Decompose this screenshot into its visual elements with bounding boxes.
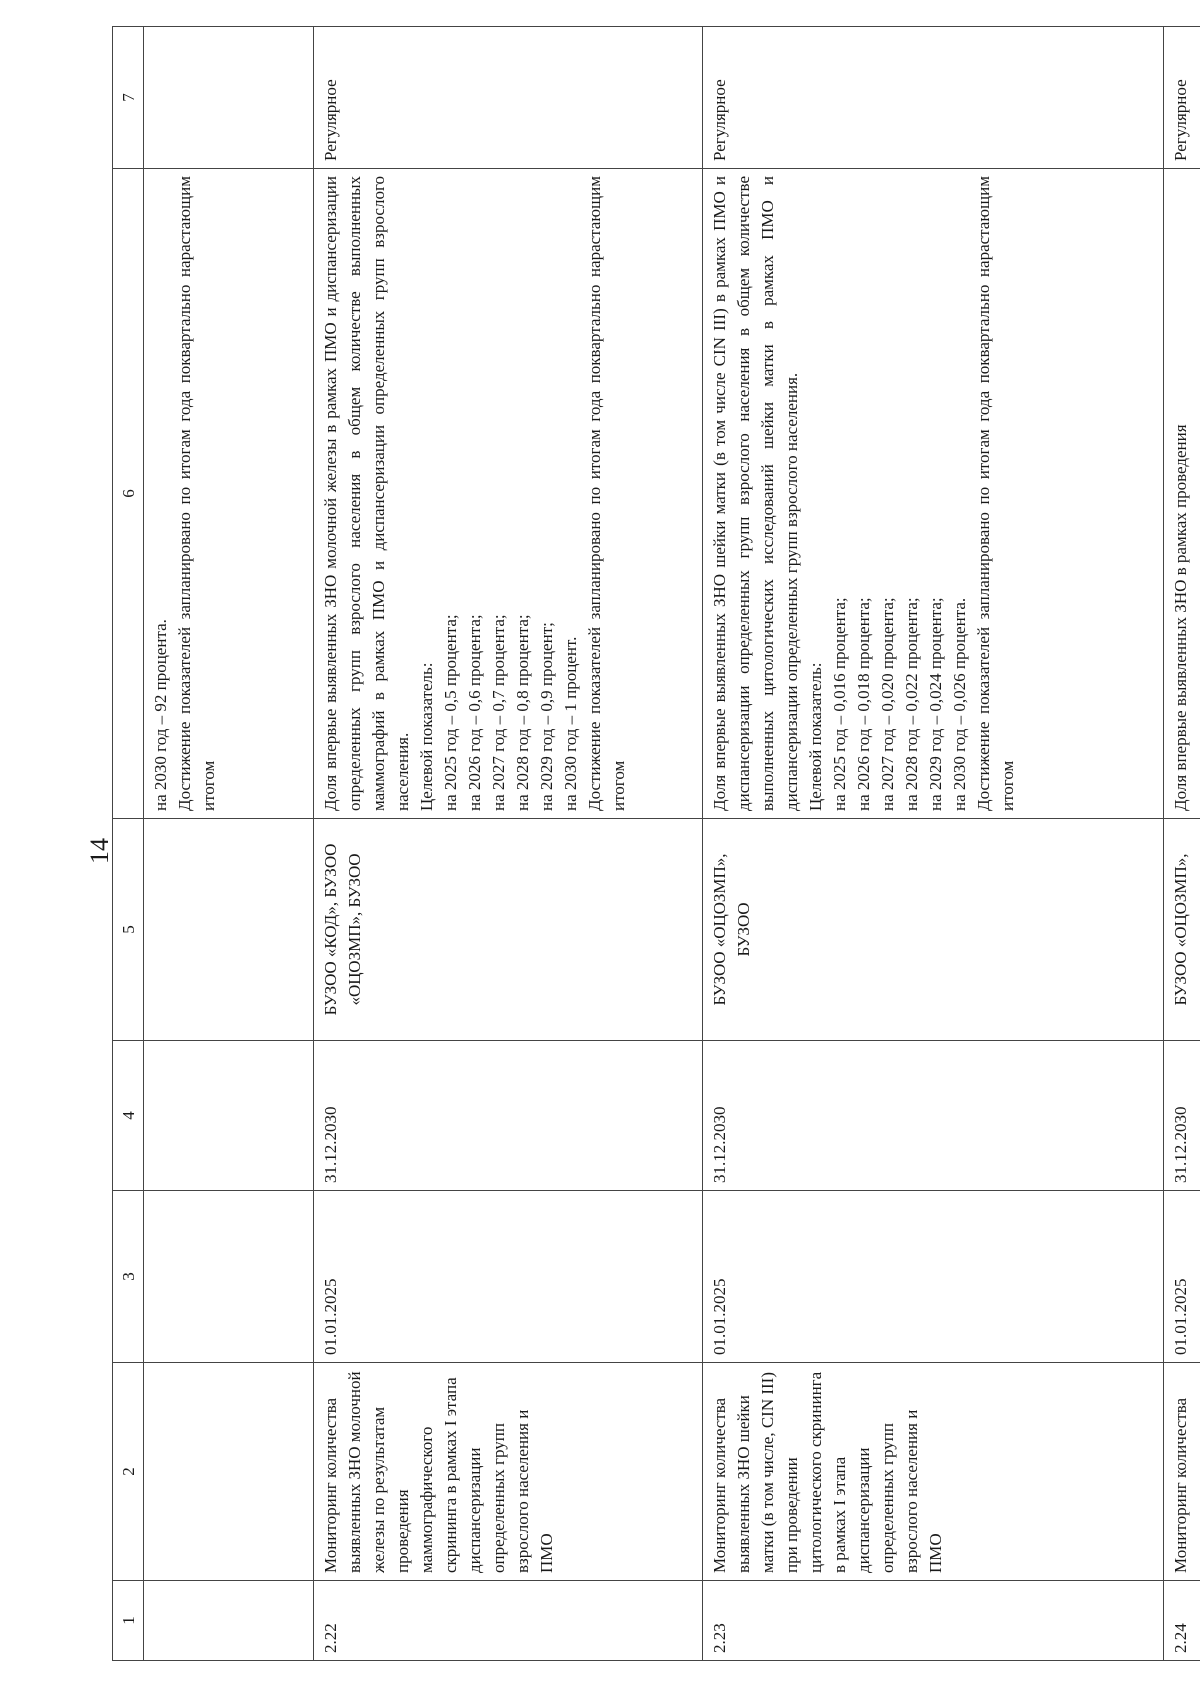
result-line: Доля впервые выявленных ЗНО шейки матки (в том числе CIN III) в рамках ПМО и диспансеризации определенных групп взрослого населения в общем количестве выполненных цитологических исследований шейки матки в рамках ПМО и диспансеризации определенных групп взрослого населения.	[710, 176, 802, 811]
result-cell	[1164, 169, 1200, 819]
end-date-cell: 31.12.2030	[703, 1041, 1164, 1191]
column-header-1: 1	[113, 1581, 144, 1661]
result-line: на 2028 год – 0,8 процента;	[512, 614, 532, 811]
column-header-6: 6	[113, 169, 144, 819]
row-number-cell: 2.24	[1164, 1581, 1200, 1661]
column-header-2: 2	[113, 1363, 144, 1581]
result-line: Достижение показателей запланировано по итогам года поквартально нарастающим итогом	[584, 176, 628, 811]
start-date-cell: 01.01.2025	[313, 1191, 703, 1363]
measure-name-cell: Мониторинг количества выявленных ЗНО молочной железы по результатам проведения маммографического скрининга в рамках I этапа диспансеризации определенных групп взрослого населения и ПМО	[313, 1363, 703, 1581]
row-number-cell: 2.22	[313, 1581, 703, 1661]
measures-table	[112, 26, 1200, 1661]
executor-cell: БУЗОО «ОЦОЗМП»,	[1164, 819, 1200, 1041]
column-number-row	[113, 27, 144, 1661]
type-cell: Регулярное	[313, 27, 703, 169]
column-header-4: 4	[113, 1041, 144, 1191]
page-number: 14	[85, 838, 114, 864]
executor-cell	[144, 819, 314, 1041]
measure-name-cell: Мониторинг количества выявленных ЗНО шейки матки (в том числе, CIN III) при проведении цитологического скрининга в рамках I этапа диспансеризации определенных групп взрослого населения и ПМО	[703, 1363, 1164, 1581]
result-line: на 2026 год – 0,6 процента;	[464, 614, 484, 811]
result-line: на 2025 год – 0,016 процента;	[830, 597, 850, 811]
result-line: на 2030 год – 92 процента.	[151, 619, 170, 811]
result-line: Доля впервые выявленных ЗНО в рамках проведения	[1171, 424, 1191, 811]
result-cell	[144, 169, 314, 819]
result-line: на 2028 год – 0,022 процента;	[902, 597, 922, 811]
result-line: на 2027 год – 0,020 процента;	[878, 597, 898, 811]
result-line: на 2026 год – 0,018 процента;	[854, 597, 874, 811]
table-row-2-22	[313, 27, 703, 1661]
start-date-cell: 01.01.2025	[1164, 1191, 1200, 1363]
result-line: Достижение показателей запланировано по итогам года поквартально нарастающим итогом	[974, 176, 1018, 811]
end-date-cell	[144, 1041, 314, 1191]
result-line: Достижение показателей запланировано по итогам года поквартально нарастающим итогом	[175, 176, 218, 811]
type-cell: Регулярное	[1164, 27, 1200, 169]
result-line: на 2030 год – 0,026 процента.	[950, 597, 970, 811]
result-line: на 2030 год – 1 процент.	[560, 636, 580, 811]
result-line: Целевой показатель:	[416, 662, 436, 811]
column-header-5: 5	[113, 819, 144, 1041]
result-line: на 2029 год – 0,024 процента;	[926, 597, 946, 811]
executor-cell: БУЗОО «ОЦОЗМП», БУЗОО	[703, 819, 1164, 1041]
table-row-2-23	[703, 27, 1164, 1661]
column-header-3: 3	[113, 1191, 144, 1363]
end-date-cell: 31.12.2030	[1164, 1041, 1200, 1191]
table-row-2-24	[1164, 27, 1200, 1661]
column-header-7: 7	[113, 27, 144, 169]
table-row-continuation	[144, 27, 314, 1661]
result-cell	[703, 169, 1164, 819]
document-table-container	[112, 27, 1200, 1661]
row-number-cell: 2.23	[703, 1581, 1164, 1661]
start-date-cell: 01.01.2025	[703, 1191, 1164, 1363]
end-date-cell: 31.12.2030	[313, 1041, 703, 1191]
result-cell	[313, 169, 703, 819]
measure-name-cell	[144, 1363, 314, 1581]
result-line: на 2027 год – 0,7 процента;	[488, 614, 508, 811]
result-line: Целевой показатель:	[806, 662, 826, 811]
start-date-cell	[144, 1191, 314, 1363]
type-cell	[144, 27, 314, 169]
result-line: Доля впервые выявленных ЗНО молочной железы в рамках ПМО и диспансеризации определенных групп взрослого населения в общем количестве выполненных маммографий в рамках ПМО и диспансеризации определенных групп взрослого населения.	[320, 176, 412, 811]
row-number-cell	[144, 1581, 314, 1661]
type-cell: Регулярное	[703, 27, 1164, 169]
result-line: на 2029 год – 0,9 процент;	[536, 622, 556, 811]
result-line: на 2025 год – 0,5 процента;	[440, 614, 460, 811]
measure-name-cell: Мониторинг количества	[1164, 1363, 1200, 1581]
executor-cell: БУЗОО «КОД», БУЗОО «ОЦОЗМП», БУЗОО	[313, 819, 703, 1041]
